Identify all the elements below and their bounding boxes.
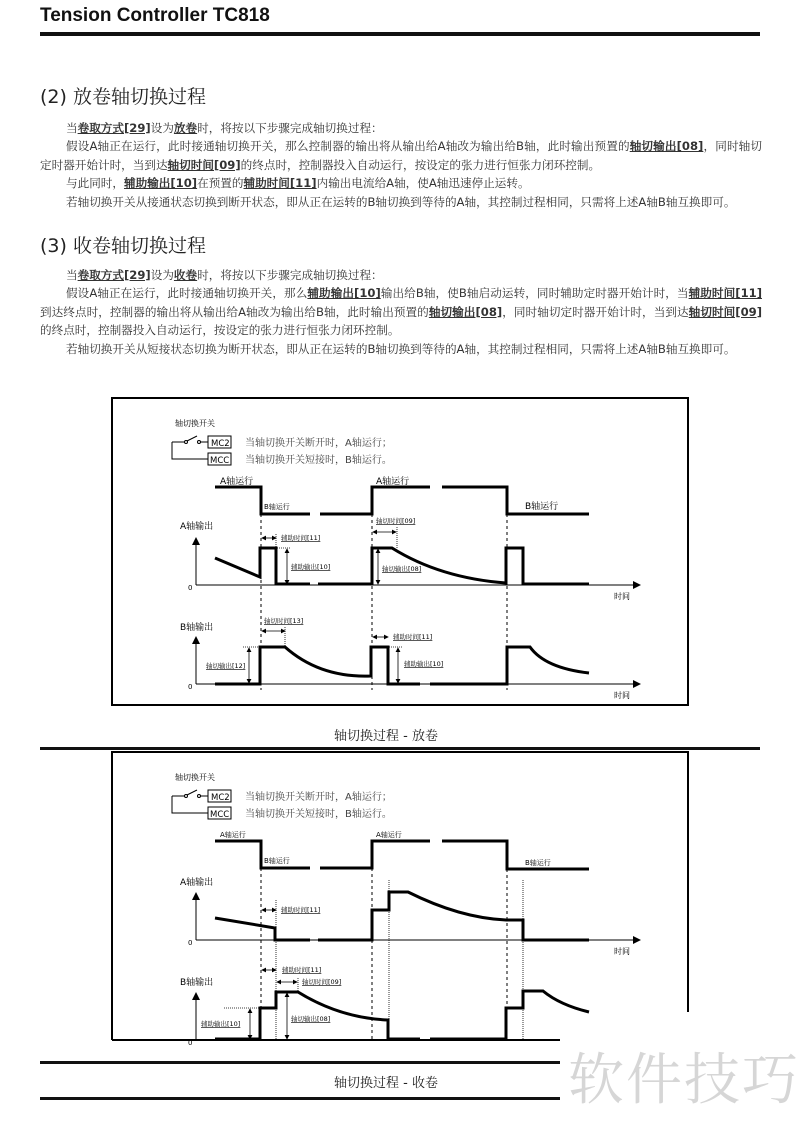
- param-link: 轴切输出[08]: [428, 304, 503, 319]
- aux-time-11-label: 辅助时间[11]: [281, 906, 321, 914]
- zero-label: 0: [188, 939, 193, 947]
- aux-out-10-label: 辅助输出[10]: [201, 1020, 241, 1028]
- aux-time-11-label: 辅助时间[11]: [282, 966, 322, 974]
- text: 内输出电流给A轴，使A轴迅速停止运转。: [316, 176, 530, 191]
- mcc-label: MCC: [210, 810, 230, 820]
- aux-out-10-label: 辅助输出[10]: [291, 563, 331, 571]
- b-run-label: B轴运行: [264, 503, 290, 511]
- section-2-heading: (2) 放卷轴切换过程: [40, 86, 206, 108]
- diagram-2: [112, 752, 688, 1047]
- paragraph: 若轴切换开关从短接状态切换为断开状态，即从正在运转的B轴切换到等待的A轴，其控制过程相同，只需将上述A轴B轴互换即可。: [66, 341, 736, 356]
- text: ，同时轴切定时器开始计时，当到达: [40, 139, 762, 172]
- zero-label: 0: [188, 683, 193, 691]
- watermark: 软件技巧: [568, 1048, 800, 1113]
- cut-time-09-label: 轴切时间[09]: [376, 517, 416, 525]
- mcc-label: MCC: [210, 456, 230, 466]
- a-output-label: A轴输出: [180, 522, 214, 532]
- switch-note-open: 当轴切换开关断开时，A轴运行；: [245, 438, 392, 449]
- diagram-1-caption: 轴切换过程 - 放卷: [334, 729, 438, 744]
- param-link: 轴切时间[09]: [167, 157, 241, 172]
- switch-note-short: 当轴切换开关短接时，B轴运行。: [245, 809, 392, 820]
- text: 当: [66, 121, 78, 135]
- switch-label: 轴切换开关: [175, 419, 215, 428]
- param-link: 辅助输出[10]: [307, 286, 381, 301]
- text: 假设A轴正在运行，此时接通轴切换开关，那么控制器的输出将从输出给A轴改为输出给B轴，此时输出预置的: [66, 139, 630, 154]
- b-run-label-2: B轴运行: [525, 502, 559, 512]
- a-run-label: A轴运行: [220, 477, 254, 487]
- footer-rule: [40, 1097, 560, 1100]
- cut-time-09-label: 轴切时间[09]: [302, 978, 342, 986]
- b-output-trace: [215, 991, 589, 1039]
- text: 到达终点时，控制器的输出将从输出给A轴改为输出给B轴，此时输出预置的: [40, 304, 429, 319]
- param-link: 卷取方式[29]: [77, 121, 151, 135]
- b-output-trace: [215, 647, 589, 684]
- text: 时，将按以下步骤完成轴切换过程：: [197, 268, 383, 282]
- diagram-1: [112, 398, 688, 705]
- param-link: 辅助输出[10]: [123, 176, 198, 191]
- mc2-label: MC2: [211, 439, 230, 449]
- text: 输出给B轴，使B轴启动运转，同时辅助定时器开始计时，当: [380, 286, 689, 301]
- zero-label: 0: [188, 584, 193, 592]
- b-run-label: B轴运行: [264, 857, 290, 865]
- param-link: 轴切输出[08]: [629, 139, 704, 154]
- param-link: 收卷: [173, 268, 198, 282]
- text: 设为: [150, 268, 174, 282]
- switch-icon: [172, 436, 208, 459]
- param-link: 辅助时间[11]: [688, 286, 762, 301]
- switch-icon: [172, 790, 208, 813]
- text: 设为: [150, 121, 174, 135]
- param-link: 轴切时间[09]: [688, 304, 763, 319]
- diagram-2-caption: 轴切换过程 - 收卷: [334, 1076, 438, 1091]
- param-link: 卷取方式[29]: [77, 268, 151, 282]
- cut-time-13-label: 轴切时间[13]: [264, 617, 304, 625]
- param-link: 辅助时间[11]: [243, 176, 317, 191]
- section-3-heading: (3) 收卷轴切换过程: [40, 235, 206, 257]
- time-label: 时间: [614, 691, 630, 700]
- section-rule: [40, 1061, 560, 1064]
- a-output-label: A轴输出: [180, 878, 214, 888]
- text: 当: [66, 268, 78, 282]
- mc2-label: MC2: [211, 793, 230, 803]
- time-label: 时间: [614, 592, 630, 601]
- aux-time-11-label: 辅助时间[11]: [393, 633, 433, 641]
- paragraph: 若轴切换开关从接通状态切换到断开状态，即从正在运转的B轴切换到等待的A轴，其控制过程相同，只需将上述A轴B轴互换即可。: [66, 194, 736, 209]
- cut-out-08-label: 轴切输出[08]: [291, 1015, 331, 1023]
- a-output-trace: [215, 892, 589, 940]
- b-run-label-2: B轴运行: [525, 859, 551, 867]
- text: 与此同时，: [66, 176, 124, 191]
- b-output-label: B轴输出: [180, 623, 214, 633]
- a-run-label: A轴运行: [220, 831, 246, 839]
- switch-label: 轴切换开关: [175, 773, 215, 782]
- cut-out-08-label: 轴切输出[08]: [382, 565, 422, 573]
- text: 在预置的: [197, 176, 244, 191]
- param-link: 放卷: [173, 121, 198, 135]
- text: ，同时轴切定时器开始计时，当到达: [502, 304, 689, 319]
- b-output-label: B轴输出: [180, 978, 214, 988]
- text: 的终点时，控制器投入自动运行，按设定的张力进行恒张力闭环控制。: [40, 323, 400, 338]
- switch-note-short: 当轴切换开关短接时，B轴运行。: [245, 455, 392, 466]
- zero-label: 0: [188, 1039, 193, 1047]
- switch-note-open: 当轴切换开关断开时，A轴运行；: [245, 792, 392, 803]
- diagram-frame: [112, 752, 688, 1040]
- a-run-label-2: A轴运行: [376, 831, 402, 839]
- text: 时，将按以下步骤完成轴切换过程：: [197, 121, 383, 135]
- section-rule: [40, 747, 760, 750]
- time-label: 时间: [614, 947, 630, 956]
- aux-time-11-label: 辅助时间[11]: [281, 534, 321, 542]
- a-run-label-2: A轴运行: [376, 477, 410, 487]
- cut-out-12-label: 轴切输出[12]: [206, 662, 246, 670]
- aux-out-10-label: 辅助输出[10]: [404, 660, 444, 668]
- document-header-title: Tension Controller TC818: [40, 5, 270, 26]
- text: 的终点时，控制器投入自动运行，按设定的张力进行恒张力闭环控制。: [240, 157, 601, 172]
- text: 假设A轴正在运行，此时接通轴切换开关，那么: [66, 286, 308, 301]
